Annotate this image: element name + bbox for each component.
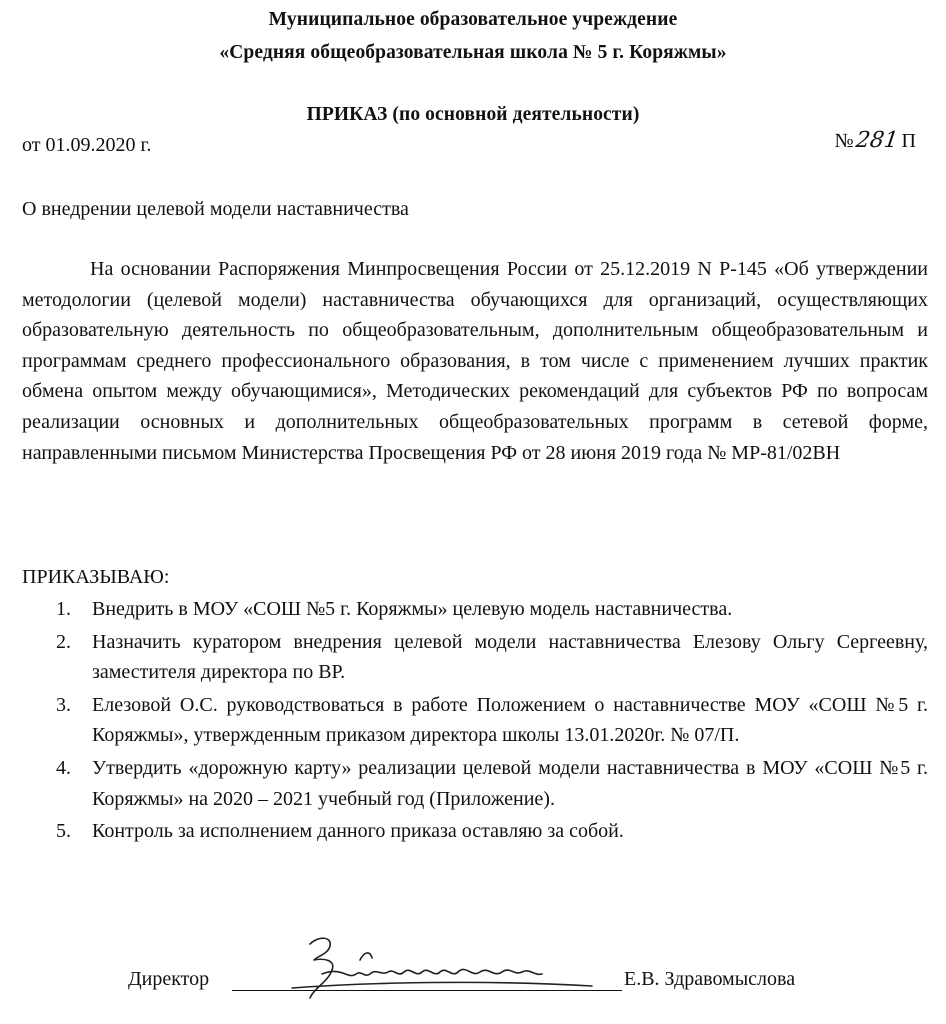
basis-paragraph: На основании Распоряжения Минпросвещения России от 25.12.2019 N Р-145 «Об утверждении методологии (целевой модели) наставничества обучающихся для организаций, осуществляющих образовательную деятельность по общеобразовательным, дополнительным общеобразовательным и программам среднего профессионального образования, в том числе с применением лучших практик обмена опытом между обучающимися», Методических рекомендаций для субъектов РФ по вопросам реализации основных и дополнительных общеобразовательных программ в сетевой форме, направленными письмом Министерства Просвещения РФ от 28 июня 2019 года № МР-81/02ВН bbox=[22, 258, 928, 464]
order-heading: ПРИКАЗЫВАЮ: bbox=[22, 566, 170, 588]
order-number bbox=[834, 128, 916, 153]
number-suffix: П bbox=[901, 130, 916, 152]
item-marker: 2. bbox=[56, 630, 71, 653]
item-text: Утвердить «дорожную карту» реализации целевой модели наставничества в МОУ «СОШ №5 г. Коряжмы» на 2020 – 2021 учебный год (Приложение). bbox=[92, 756, 928, 810]
organization-name-line1: Муниципальное образовательное учреждение bbox=[268, 9, 678, 30]
item-text: Контроль за исполнением данного приказа оставляю за собой. bbox=[92, 820, 624, 843]
item-text: Назначить куратором внедрения целевой модели наставничества Елезову Ольгу Сергеевну, заместителя директора по ВР. bbox=[92, 630, 928, 684]
list-item bbox=[22, 594, 928, 625]
list-item bbox=[22, 753, 928, 814]
item-marker: 3. bbox=[56, 693, 71, 716]
list-item bbox=[22, 690, 928, 751]
number-prefix: № bbox=[834, 130, 854, 152]
item-text: Внедрить в МОУ «СОШ №5 г. Коряжмы» целевую модель наставничества. bbox=[92, 598, 733, 620]
list-item bbox=[22, 627, 928, 688]
item-marker: 4. bbox=[56, 756, 71, 779]
document-title: ПРИКАЗ (по основной деятельности) bbox=[306, 104, 640, 125]
list-item bbox=[22, 816, 928, 847]
handwritten-order-number: 281 bbox=[853, 128, 900, 153]
signer-position: Директор bbox=[128, 968, 210, 990]
signature-block bbox=[128, 962, 848, 1002]
order-items-list bbox=[22, 594, 928, 847]
item-marker: 5. bbox=[56, 820, 71, 843]
handwritten-signature bbox=[252, 930, 612, 1002]
item-text: Елезовой О.С. руководствоваться в работе Положением о наставничестве МОУ «СОШ №5 г. Коряжмы», утвержденным приказом директора школы 13.01.2020г. № 07/П. bbox=[92, 693, 928, 747]
signer-name: Е.В. Здравомыслова bbox=[624, 968, 796, 990]
order-date: от 01.09.2020 г. bbox=[22, 134, 152, 156]
item-marker: 1. bbox=[56, 598, 71, 620]
organization-name-line2: «Средняя общеобразовательная школа № 5 г. Коряжмы» bbox=[219, 42, 727, 63]
order-subject: О внедрении целевой модели наставничества bbox=[22, 198, 409, 220]
